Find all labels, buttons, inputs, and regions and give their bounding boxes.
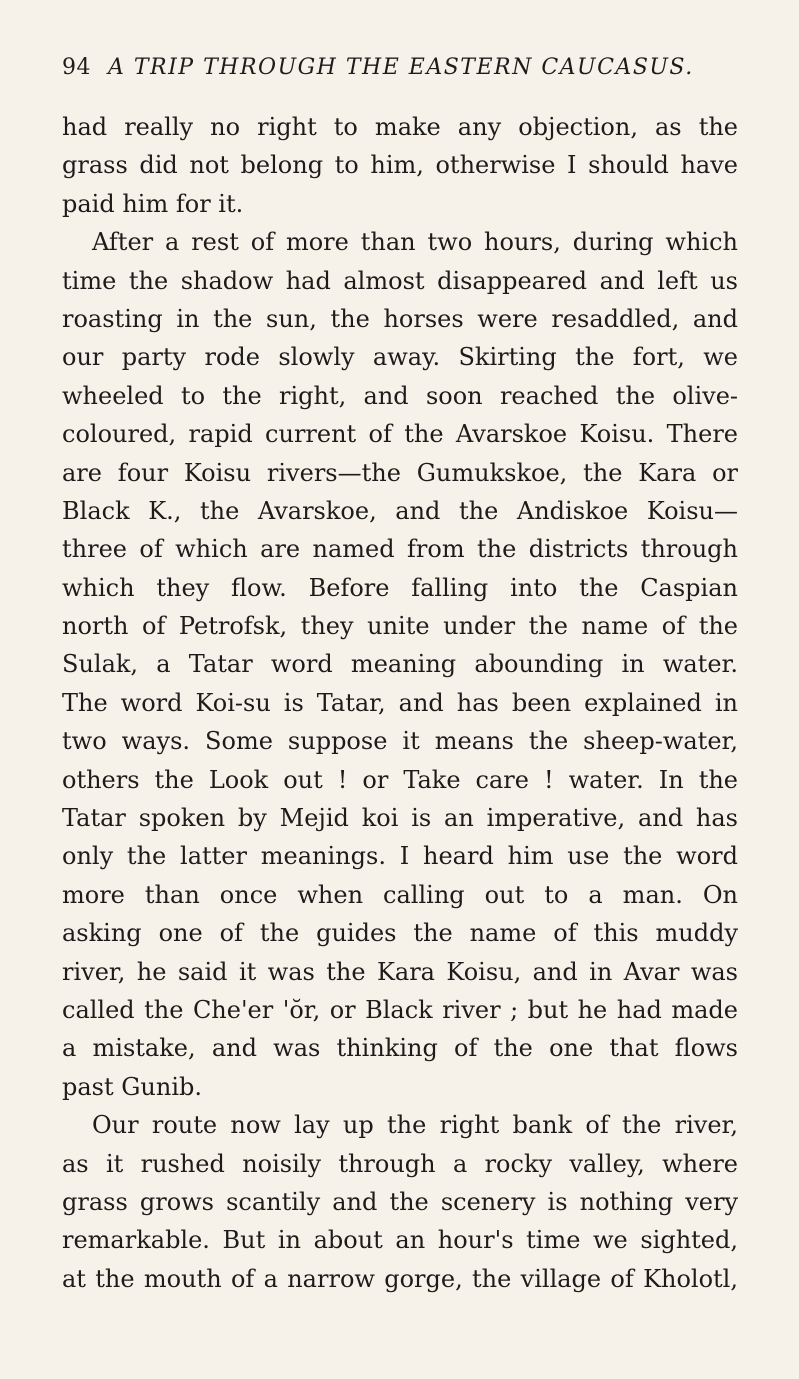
text-line: our party rode slowly away. Skirting the fort, we: [62, 343, 738, 372]
text-line: The word Koi-su is Tatar, and has been explained in: [62, 688, 738, 717]
text-line: wheeled to the right, and soon reached the olive-: [62, 381, 738, 410]
page-number: 94: [62, 55, 91, 80]
text-line: After a rest of more than two hours, during which: [92, 228, 738, 257]
text-line: which they flow. Before falling into the Caspian: [62, 573, 738, 602]
text-line: time the shadow had almost disappeared and left us: [62, 266, 738, 295]
text-line: more than once when calling out to a man. On: [62, 880, 738, 909]
running-header: [62, 50, 742, 86]
text-line: at the mouth of a narrow gorge, the village of Kholotl,: [62, 1264, 738, 1293]
text-line: north of Petrofsk, they unite under the name of the: [62, 612, 738, 641]
text-line: as it rushed noisily through a rocky valley, where: [62, 1149, 738, 1178]
text-line: asking one of the guides the name of this muddy: [62, 919, 738, 948]
text-line: are four Koisu rivers—the Gumukskoe, the Kara or: [62, 458, 738, 487]
text-line: Tatar spoken by Mejid koi is an imperative, and has: [62, 804, 738, 833]
text-line: coloured, rapid current of the Avarskoe Koisu. There: [62, 420, 738, 449]
text-line: a mistake, and was thinking of the one that flows: [62, 1034, 738, 1063]
text-line: only the latter meanings. I heard him use the word: [62, 842, 738, 871]
text-line: three of which are named from the districts through: [62, 535, 738, 564]
body-text: [62, 108, 738, 1298]
text-line: two ways. Some suppose it means the sheep-water,: [62, 727, 738, 756]
text-line: others the Look out ! or Take care ! water. In the: [62, 765, 738, 794]
text-line: Our route now lay up the right bank of the river,: [92, 1111, 738, 1140]
text-line: remarkable. But in about an hour's time we sighted,: [62, 1226, 738, 1255]
text-line: river, he said it was the Kara Koisu, and in Avar was: [62, 957, 738, 986]
text-line: grass did not belong to him, otherwise I should have: [62, 151, 738, 180]
text-line: past Gunib.: [62, 1072, 203, 1101]
text-line: paid him for it.: [62, 189, 244, 218]
text-line: grass grows scantily and the scenery is nothing very: [62, 1187, 738, 1216]
text-line: called the Che'er 'ŏr, or Black river ; but he had made: [62, 995, 738, 1024]
running-title: A TRIP THROUGH THE EASTERN CAUCASUS.: [108, 55, 694, 80]
text-line: Black K., the Avarskoe, and the Andiskoe Koisu—: [62, 496, 738, 525]
text-line: had really no right to make any objection, as the: [62, 113, 738, 141]
text-line: Sulak, a Tatar word meaning abounding in water.: [62, 650, 738, 679]
text-line: roasting in the sun, the horses were resaddled, and: [62, 304, 738, 333]
